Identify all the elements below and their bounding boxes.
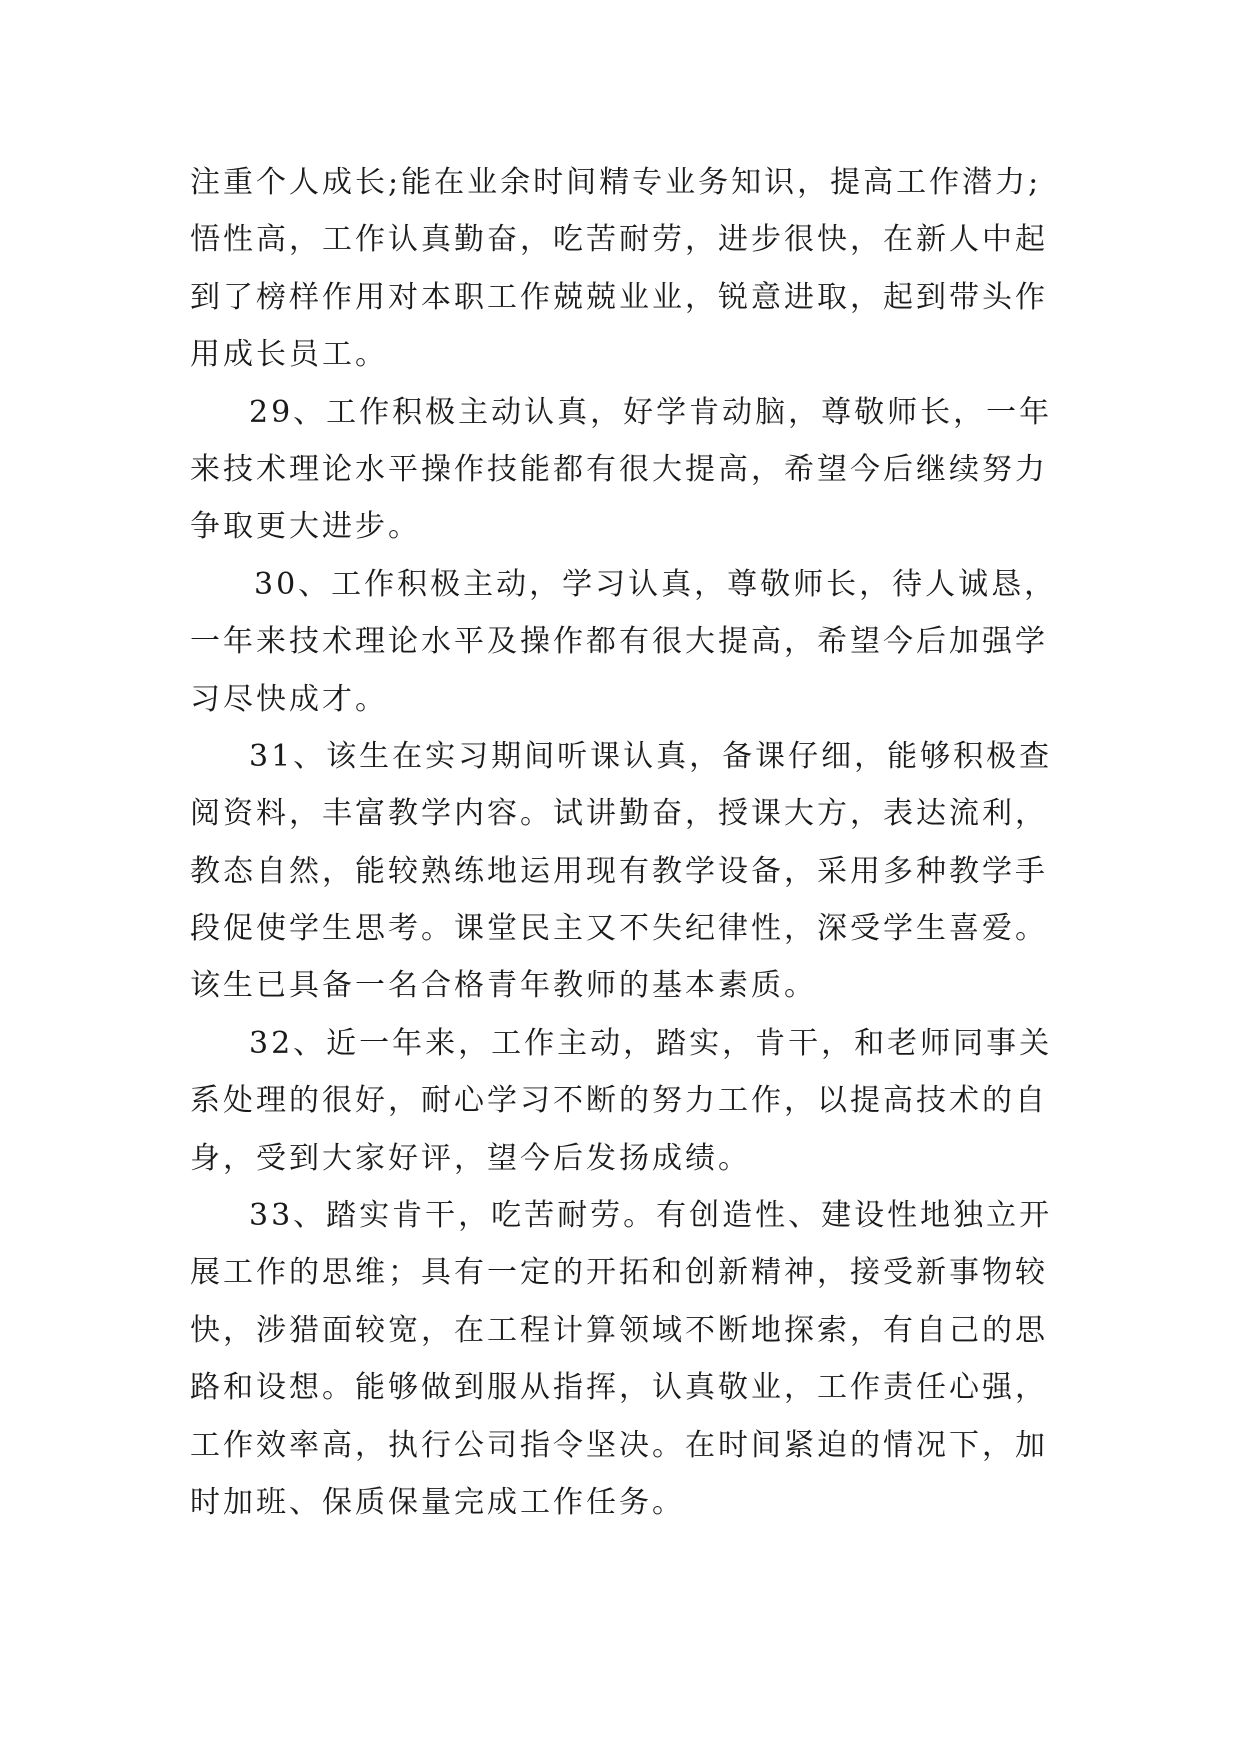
paragraph-28-continued	[190, 163, 1070, 393]
text-line: 教态自然，能较熟练地运用现有教学设备，采用多种教学手	[190, 853, 1048, 889]
text-line: 31、该生在实习期间听课认真，备课仔细，能够积极查	[249, 738, 1053, 774]
text-line: 29、工作积极主动认真，好学肯动脑，尊敬师长，一年	[249, 394, 1053, 430]
paragraph-30	[190, 565, 1070, 737]
text-line: 悟性高，工作认真勤奋，吃苦耐劳，进步很快，在新人中起	[190, 222, 1048, 258]
paragraph-31	[190, 737, 1070, 1024]
text-line: 路和设想。能够做到服从指挥，认真敬业，工作责任心强，	[190, 1370, 1048, 1406]
text-line: 系处理的很好，耐心学习不断的努力工作，以提高技术的自	[190, 1083, 1048, 1119]
text-line: 到了榜样作用对本职工作兢兢业业，锐意进取，起到带头作	[190, 279, 1048, 315]
text-line: 快，涉猎面较宽，在工程计算领域不断地探索，有自己的思	[190, 1312, 1048, 1348]
text-line: 身，受到大家好评，望今后发扬成绩。	[190, 1140, 751, 1176]
text-line: 习尽快成才。	[190, 681, 388, 717]
text-line: 时加班、保质保量完成工作任务。	[190, 1484, 685, 1520]
text-line: 争取更大进步。	[190, 509, 421, 545]
text-line: 工作效率高，执行公司指令坚决。在时间紧迫的情况下，加	[190, 1427, 1048, 1463]
text-line: 注重个人成长;能在业余时间精专业务知识，提高工作潜力;	[190, 165, 1042, 200]
text-line: 30、工作积极主动，学习认真，尊敬师长，待人诚恳，	[254, 566, 1058, 602]
text-line: 一年来技术理论水平及操作都有很大提高，希望今后加强学	[190, 624, 1048, 660]
text-line: 用成长员工。	[190, 337, 388, 373]
paragraph-32	[190, 1024, 1070, 1196]
text-line: 32、近一年来，工作主动，踏实，肯干，和老师同事关	[249, 1025, 1053, 1061]
text-line: 33、踏实肯干，吃苦耐劳。有创造性、建设性地独立开	[249, 1198, 1053, 1234]
text-line: 阅资料，丰富教学内容。试讲勤奋，授课大方，表达流利，	[190, 796, 1048, 832]
text-line: 展工作的思维；具有一定的开拓和创新精神，接受新事物较	[190, 1255, 1048, 1291]
text-line: 该生已具备一名合格青年教师的基本素质。	[190, 968, 817, 1004]
document-body	[190, 163, 1070, 1540]
paragraph-33	[190, 1196, 1070, 1540]
text-line: 段促使学生思考。课堂民主又不失纪律性，深受学生喜爱。	[190, 911, 1048, 947]
paragraph-29	[190, 393, 1070, 565]
text-line: 来技术理论水平操作技能都有很大提高，希望今后继续努力	[190, 451, 1048, 487]
